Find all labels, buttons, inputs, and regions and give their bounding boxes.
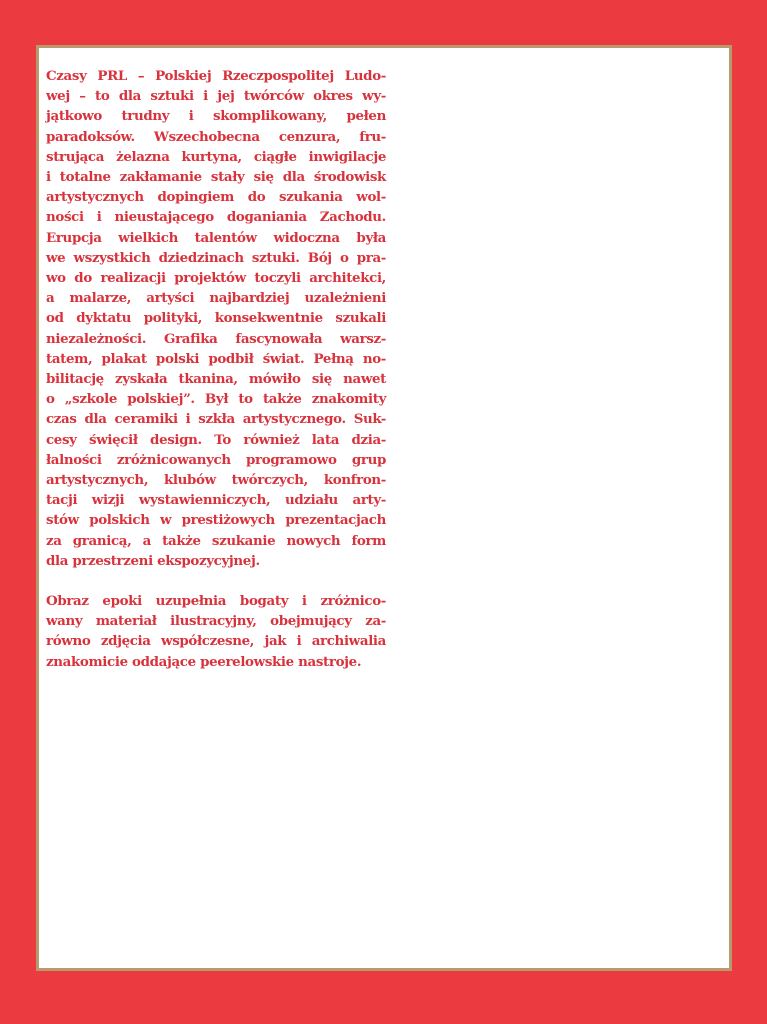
text-line: czas dla ceramiki i szkła artystycznego. Suk- — [46, 411, 386, 428]
text-line: Erupcja wielkich talentów widoczna była — [46, 229, 386, 246]
text-line: a malarze, artyści najbardziej uzależnieni — [46, 290, 386, 307]
text-line: łalności zróżnicowanych programowo grup — [46, 451, 386, 468]
text-line: o „szkole polskiej”. Był to także znakomity — [46, 391, 386, 408]
text-line: równo zdjęcia współczesne, jak i archiwalia — [46, 633, 386, 650]
text-line: za granicą, a także szukanie nowych form — [46, 532, 386, 549]
text-line: ności i nieustającego doganiania Zachodu. — [46, 209, 386, 226]
paragraph-1 — [46, 66, 386, 571]
text-line: artystycznych, klubów twórczych, konfron- — [46, 472, 386, 489]
paragraph-2 — [46, 591, 386, 672]
text-line: tacji wizji wystawienniczych, udziału arty- — [46, 492, 386, 509]
text-line: i totalne zakłamanie stały się dla środowisk — [46, 169, 386, 186]
text-line: wej – to dla sztuki i jej twórców okres wy- — [46, 88, 386, 105]
text-line: Czasy PRL – Polskiej Rzeczpospolitej Ludo- — [46, 68, 386, 84]
text-line: we wszystkich dziedzinach sztuki. Bój o pra- — [46, 249, 386, 266]
text-line: strująca żelazna kurtyna, ciągłe inwigilacje — [46, 148, 386, 165]
text-line: wany materiał ilustracyjny, obejmujący za- — [46, 613, 386, 630]
text-line: dla przestrzeni ekspozycyjnej. — [46, 552, 260, 569]
text-line: stów polskich w prestiżowych prezentacjach — [46, 512, 386, 529]
text-line: od dyktatu polityki, konsekwentnie szukali — [46, 310, 386, 327]
body-text — [46, 66, 386, 672]
text-line: tatem, plakat polski podbił świat. Pełną no- — [46, 350, 386, 367]
text-line: artystycznych dopingiem do szukania wol- — [46, 189, 386, 206]
text-line: Obraz epoki uzupełnia bogaty i zróżnico- — [46, 593, 386, 610]
text-line: znakomicie oddające peerelowskie nastroje. — [46, 653, 362, 670]
text-line: wo do realizacji projektów toczyli architekci, — [46, 270, 386, 287]
text-line: bilitację zyskała tkanina, mówiło się nawet — [46, 371, 386, 388]
text-line: paradoksów. Wszechobecna cenzura, fru- — [46, 128, 386, 145]
text-line: niezależności. Grafika fascynowała warsz- — [46, 330, 386, 347]
text-line: cesy święcił design. To również lata dzia- — [46, 431, 386, 448]
text-line: jątkowo trudny i skomplikowany, pełen — [46, 108, 386, 125]
